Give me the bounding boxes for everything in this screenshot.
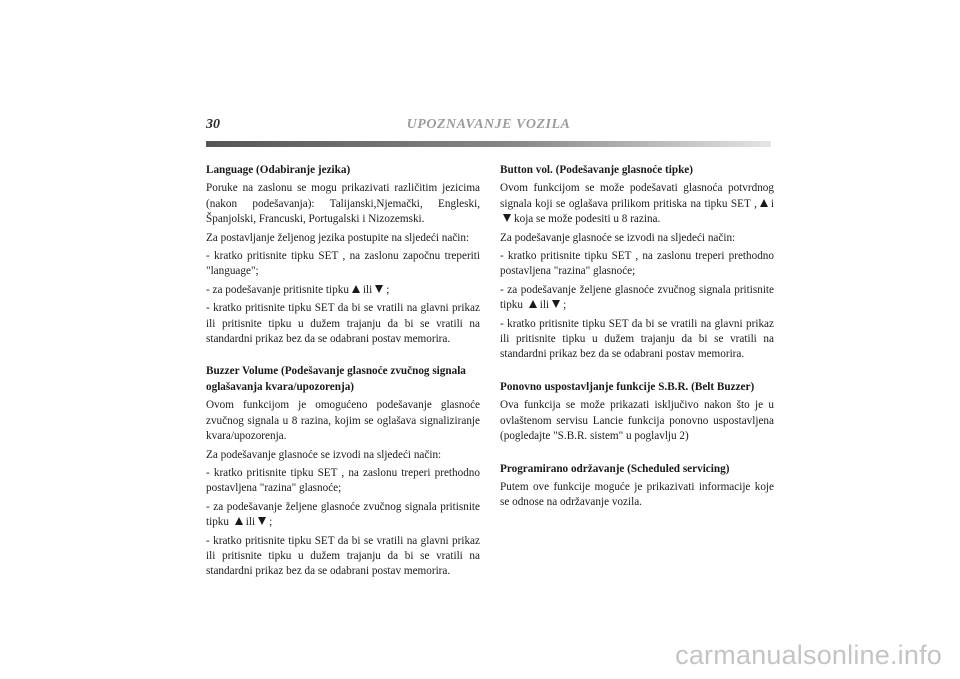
language-step-2-text: - za podešavanje pritisnite tipku	[206, 283, 349, 296]
language-step-1: - kratko pritisnite tipku SET , na zaslonu započnu treperiti "language";	[206, 250, 480, 278]
buzzer-step-2	[206, 500, 480, 531]
triangle-down-icon	[552, 300, 560, 308]
language-step-2-end: ;	[386, 283, 390, 296]
buzzer-step-1: - kratko pritisnite tipku SET , na zaslonu treperi prethodno postavljena "razina" glasnoće;	[206, 466, 480, 495]
language-procedure: Za postavljanje željenog jezika postupite na sljedeći način:	[206, 231, 470, 244]
triangle-up-icon	[760, 199, 768, 207]
button-vol-intro-and: i	[770, 197, 774, 210]
buzzer-intro: Ovom funkcijom je omogućeno podešavanje glasnoće zvučnog signala u 8 razina, kojim se oglašava signaliziranje kvara/upozorenja.	[206, 399, 480, 443]
triangle-down-icon	[375, 285, 383, 293]
button-vol-intro-end: koja se može podesiti u 8 razina.	[514, 213, 661, 226]
triangle-up-icon	[529, 300, 537, 308]
button-vol-heading: Button vol. (Podešavanje glasnoće tipke)	[500, 164, 693, 176]
header-rule	[206, 141, 771, 147]
page-number: 30	[206, 117, 220, 132]
button-vol-intro-text: Ovom funkcijom se može podešavati glasnoća potvrdnog signala koji se oglašava prilikom pritiska na tipku SET ,	[500, 182, 774, 210]
buzzer-step-2-text: - za podešavanje željene glasnoće zvučnog signala pritisnite tipku	[206, 500, 480, 529]
button-vol-intro	[500, 181, 774, 227]
buzzer-procedure: Za podešavanje glasnoće se izvodi na sljedeći način:	[206, 448, 442, 461]
button-vol-step-2-end: ;	[563, 299, 567, 312]
sbr-text: Ova funkcija se može prikazati isključivo nakon što je u ovlaštenom servisu Lancie funkcija ponovno uspostavljena (pogledajte "S.B.R. sistem" u poglavlju 2)	[500, 399, 774, 443]
language-step-2	[206, 283, 480, 298]
language-step-3: - kratko pritisnite tipku SET da bi se vratili na glavni prikaz ili pritisnite tipku u dužem trajanju da bi se vratili na standardni prikaz bez da se odabrani postav memorira.	[206, 302, 480, 346]
language-intro: Poruke na zaslonu se mogu prikazivati različitim jezicima (nakon podešavanja): Talijanski,Njemački, Engleski, Španjolski, Francuski, Portugalski i Nizozemski.	[206, 182, 480, 226]
buzzer-step-2-end: ;	[269, 516, 273, 529]
button-vol-step-3: - kratko pritisnite tipku SET da bi se vratili na glavni prikaz ili pritisnite tipku u dužem trajanju da bi se vratili na standardni prikaz bez da se odabrani postav memorira.	[500, 317, 774, 361]
triangle-up-icon	[235, 517, 243, 525]
buzzer-step-3: - kratko pritisnite tipku SET da bi se vratili na glavni prikaz ili pritisnite tipku u dužem trajanju da bi se vratili na standardni prikaz bez da se odabrani postav memorira.	[206, 534, 480, 578]
triangle-down-icon	[503, 214, 511, 222]
button-vol-step-2	[500, 283, 774, 314]
button-vol-procedure: Za podešavanje glasnoće se izvodi na sljedeći način:	[500, 231, 736, 244]
triangle-down-icon	[258, 517, 266, 525]
buzzer-step-2-or: ili	[245, 516, 256, 529]
running-title: UPOZNAVANJE VOZILA	[406, 117, 571, 132]
triangle-up-icon	[352, 285, 360, 293]
sbr-heading: Ponovno uspostavljanje funkcije S.B.R. (Belt Buzzer)	[500, 380, 755, 393]
button-vol-step-2-or: ili	[539, 299, 550, 312]
language-heading: Language (Odabiranje jezika)	[206, 164, 351, 176]
service-text: Putem ove funkcije moguće je prikazivati informacije koje se odnose na održavanje vozila.	[500, 480, 774, 509]
button-vol-step-1: - kratko pritisnite tipku SET , na zaslonu treperi prethodno postavljena "razina" glasnoće;	[500, 250, 774, 278]
language-step-2-or: ili	[362, 283, 373, 296]
watermark: carmanualsonline.info	[675, 640, 942, 670]
page-header	[206, 117, 771, 139]
button-vol-step-2-text: - za podešavanje željene glasnoće zvučnog signala pritisnite tipku	[500, 283, 774, 312]
left-column	[206, 163, 480, 583]
service-heading: Programirano održavanje (Scheduled servicing)	[500, 462, 730, 475]
buzzer-heading: Buzzer Volume (Podešavanje glasnoće zvučnog signala oglašavanja kvara/upozorenja)	[206, 365, 466, 393]
right-column	[500, 163, 774, 514]
